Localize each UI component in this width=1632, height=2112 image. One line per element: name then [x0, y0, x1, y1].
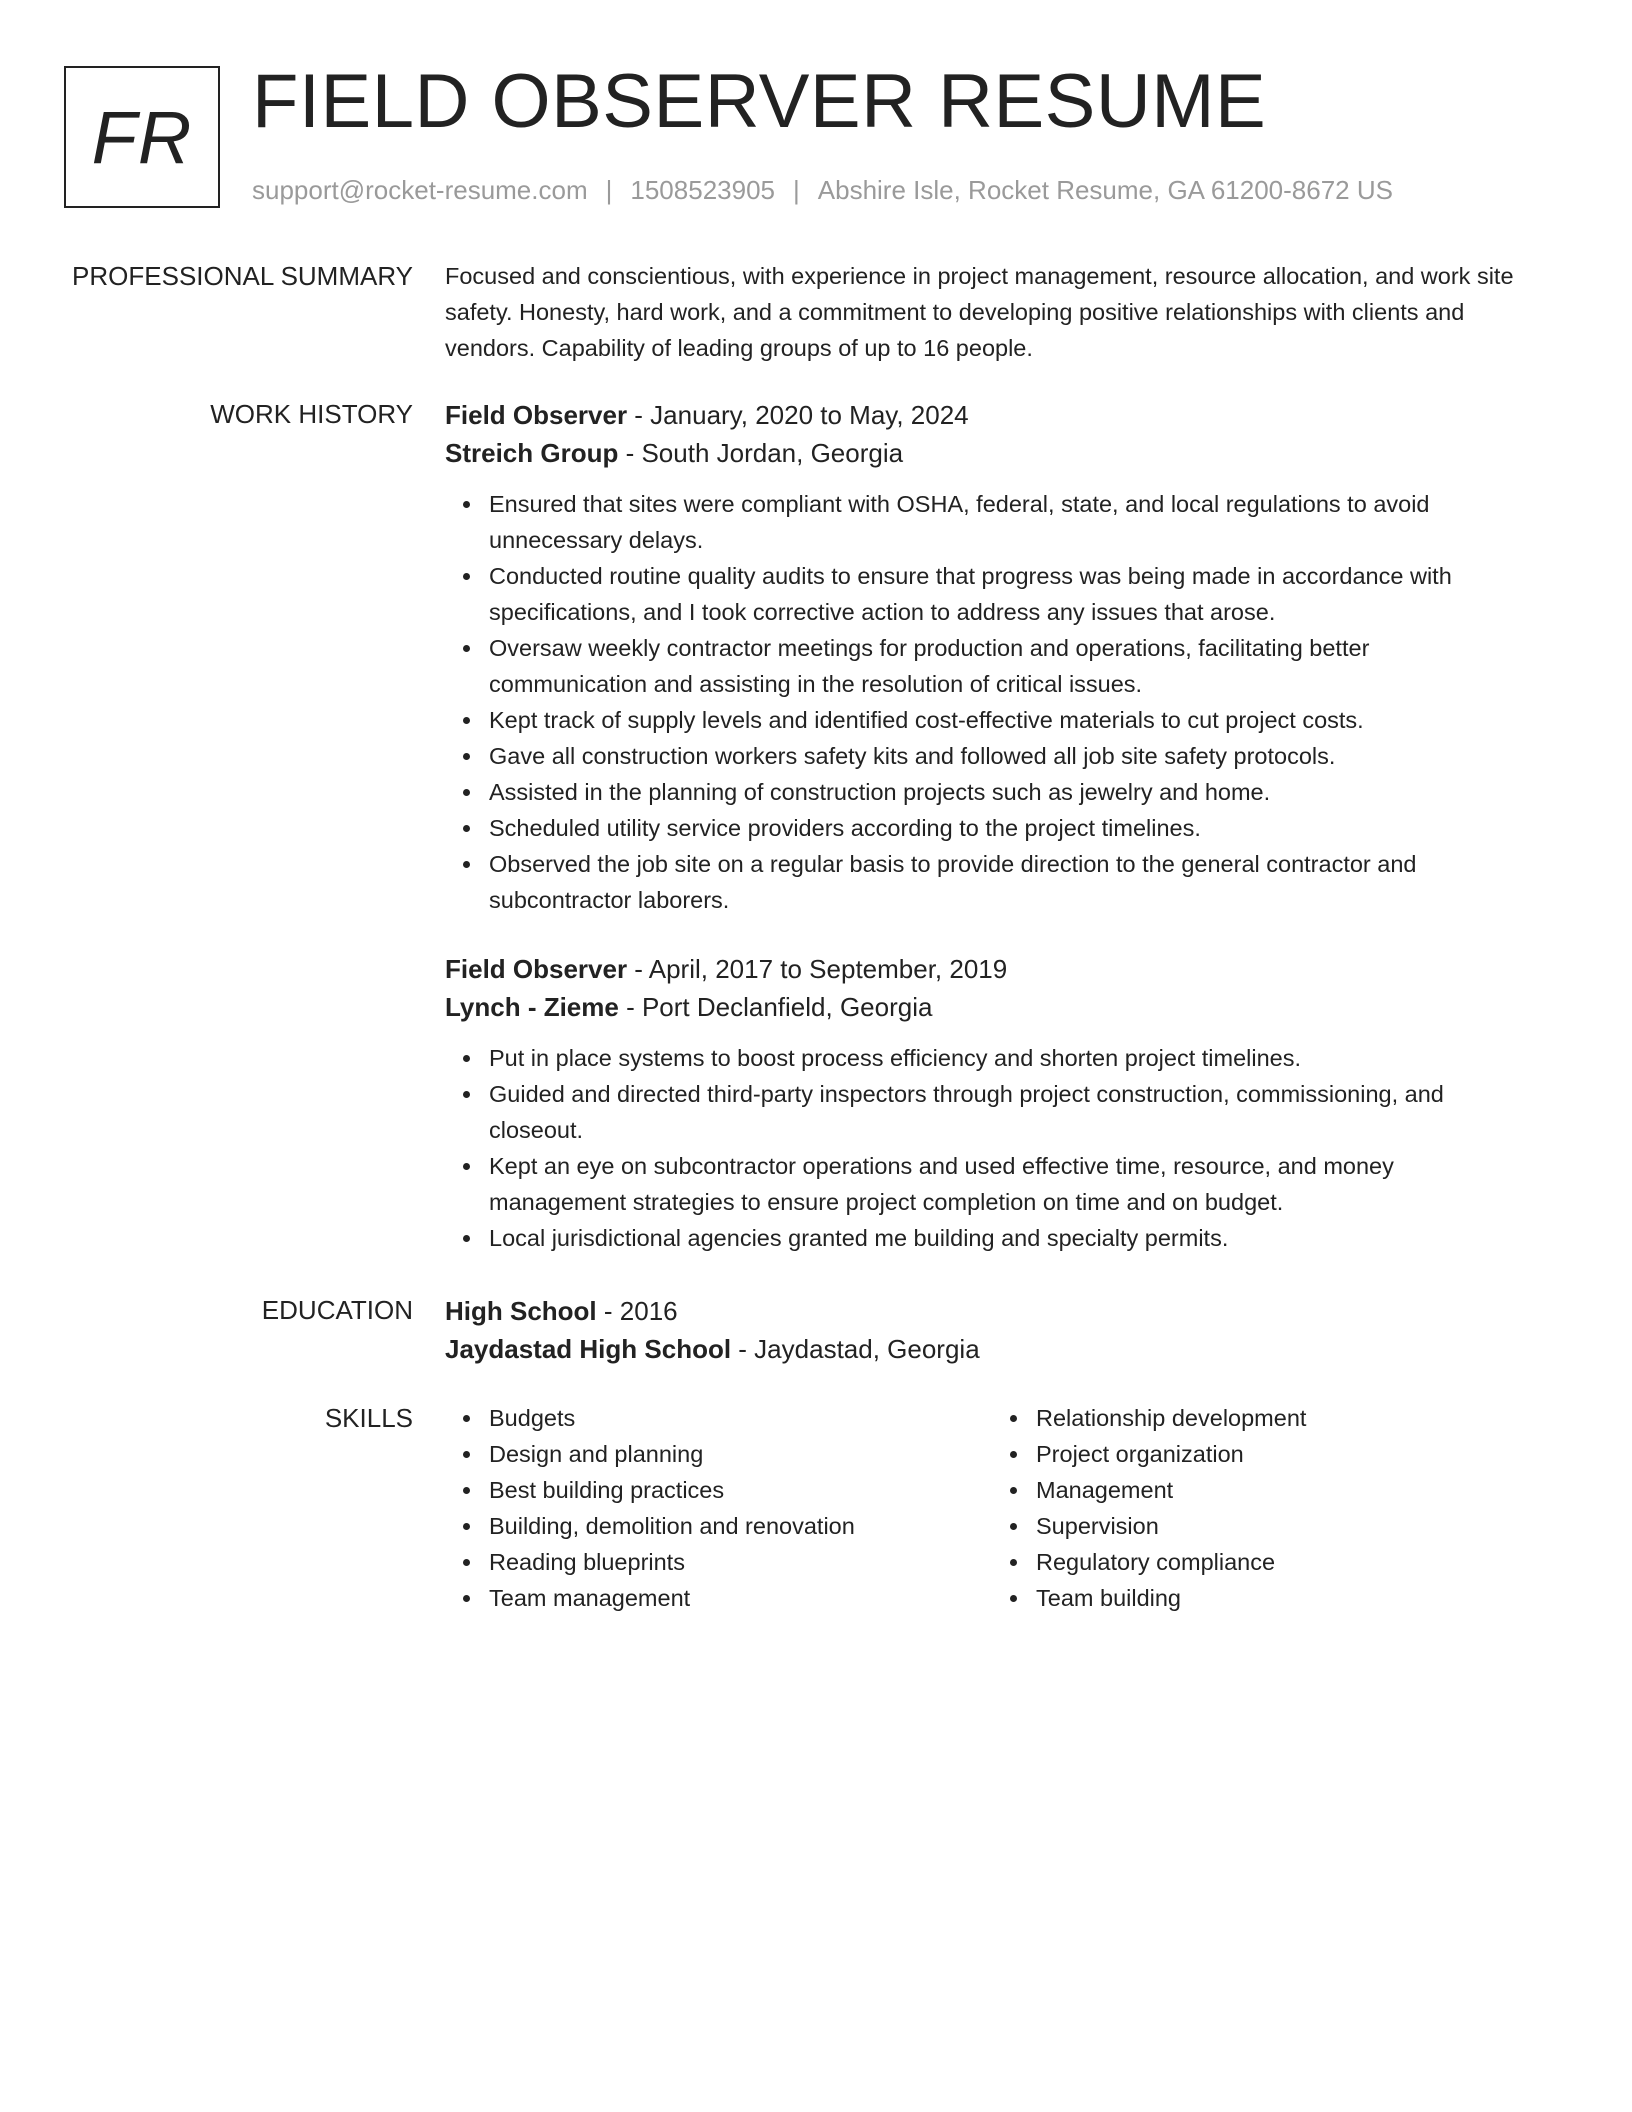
job-company-line [445, 434, 1525, 472]
summary-heading: PROFESSIONAL SUMMARY [72, 261, 413, 291]
skill-item: Building, demolition and renovation [489, 1508, 992, 1544]
education-degree-line [445, 1292, 1525, 1330]
job-title-line [445, 950, 1525, 988]
contact-separator: | [793, 175, 800, 205]
job-bullet: Kept an eye on subcontractor operations and used effective time, resource, and money management strategies to ensure project completion on time and on budget. [489, 1148, 1525, 1220]
skill-item: Relationship development [1036, 1400, 1512, 1436]
job-bullet: Assisted in the planning of construction projects such as jewelry and home. [489, 774, 1525, 810]
resume-title: FIELD OBSERVER RESUME [252, 59, 1267, 144]
job-entry [445, 396, 1525, 918]
monogram-badge [64, 66, 220, 208]
job-bullets [445, 1040, 1525, 1256]
skills-bullets [992, 1400, 1512, 1616]
skill-item: Supervision [1036, 1508, 1512, 1544]
skill-item: Regulatory compliance [1036, 1544, 1512, 1580]
work-history-heading: WORK HISTORY [210, 399, 413, 429]
education-school-line [445, 1330, 1525, 1368]
skills-columns [445, 1400, 1525, 1616]
skill-item: Best building practices [489, 1472, 992, 1508]
job-bullet: Ensured that sites were compliant with OSHA, federal, state, and local regulations to avoid unnecessary delays. [489, 486, 1525, 558]
skills-column-left [445, 1400, 992, 1616]
job-bullet: Conducted routine quality audits to ensure that progress was being made in accordance with specifications, and I took corrective action to address any issues that arose. [489, 558, 1525, 630]
job-location: - South Jordan, Georgia [618, 438, 904, 468]
job-company: Lynch - Zieme [445, 992, 619, 1022]
skills-bullets [445, 1400, 992, 1616]
contact-line [252, 172, 1393, 208]
monogram-initials: FR [91, 95, 193, 179]
job-bullet: Oversaw weekly contractor meetings for production and operations, facilitating better communication and assisting in the resolution of critical issues. [489, 630, 1525, 702]
contact-separator: | [605, 175, 613, 205]
skills-column-right [992, 1400, 1512, 1616]
education-location: - Jaydastad, Georgia [731, 1334, 980, 1364]
job-bullet: Gave all construction workers safety kits and followed all job site safety protocols. [489, 738, 1525, 774]
job-bullet: Guided and directed third-party inspectors through project construction, commissioning, and closeout. [489, 1076, 1525, 1148]
job-bullets [445, 486, 1525, 918]
job-title: Field Observer [445, 954, 628, 984]
skills-list [445, 1400, 1525, 1616]
job-bullet: Observed the job site on a regular basis to provide direction to the general contractor and subcontractor laborers. [489, 846, 1525, 918]
job-bullet: Put in place systems to boost process efficiency and shorten project timelines. [489, 1040, 1525, 1076]
education-year: - 2016 [596, 1296, 678, 1326]
job-entry [445, 950, 1525, 1256]
contact-phone: 1508523905 [630, 175, 775, 205]
job-title-line [445, 396, 1525, 434]
job-location: - Port Declanfield, Georgia [618, 992, 933, 1022]
job-bullet: Local jurisdictional agencies granted me building and specialty permits. [489, 1220, 1525, 1256]
job-company-line [445, 988, 1525, 1026]
skill-item: Team management [489, 1580, 992, 1616]
education-heading: EDUCATION [261, 1295, 413, 1325]
summary-text: Focused and conscientious, with experience in project management, resource allocation, and work site safety. Honesty, hard work, and a commitment to developing positive relationships with clients and vendors. Capability of leading groups of up to 16 people. [445, 263, 1514, 361]
skill-item: Team building [1036, 1580, 1512, 1616]
job-title: Field Observer [445, 400, 628, 430]
skill-item: Project organization [1036, 1436, 1512, 1472]
job-bullet: Scheduled utility service providers according to the project timelines. [489, 810, 1525, 846]
job-company: Streich Group [445, 438, 619, 468]
job-bullet: Kept track of supply levels and identified cost-effective materials to cut project costs. [489, 702, 1525, 738]
contact-email: support@rocket-resume.com [252, 175, 588, 205]
skills-heading: SKILLS [324, 1403, 413, 1433]
contact-address: Abshire Isle, Rocket Resume, GA 61200-8672 US [817, 175, 1393, 205]
education-entry [445, 1292, 1525, 1368]
skill-item: Design and planning [489, 1436, 992, 1472]
skill-item: Budgets [489, 1400, 992, 1436]
job-dates: - April, 2017 to September, 2019 [627, 954, 1008, 984]
education-degree: High School [445, 1296, 597, 1326]
skill-item: Management [1036, 1472, 1512, 1508]
job-dates: - January, 2020 to May, 2024 [627, 400, 969, 430]
education-school: Jaydastad High School [445, 1334, 732, 1364]
skill-item: Reading blueprints [489, 1544, 992, 1580]
